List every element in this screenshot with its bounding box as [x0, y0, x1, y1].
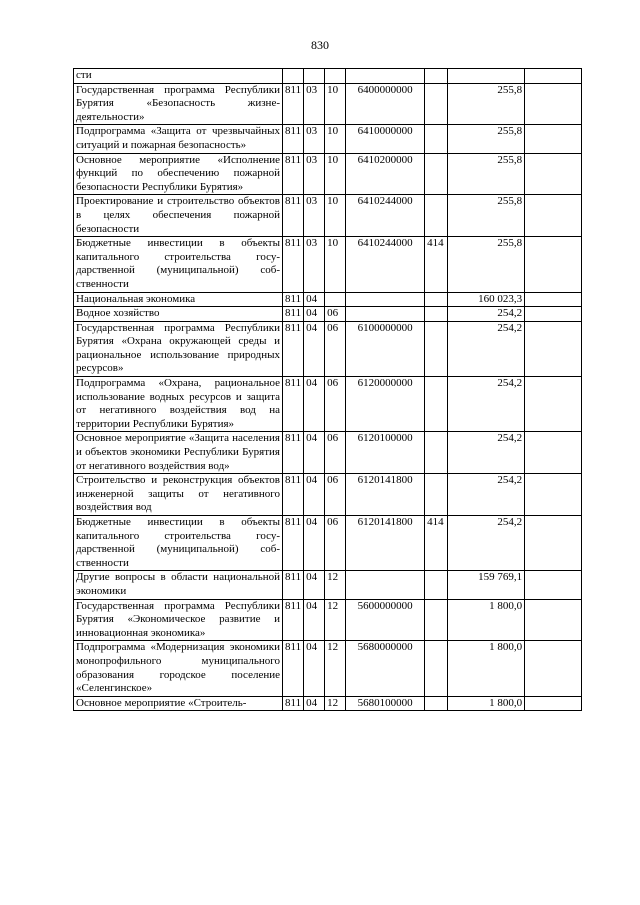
- dept-code-cell: 811: [283, 125, 304, 153]
- empty-column-cell: [525, 125, 582, 153]
- row-name-cell: Государственная программа Республики Бурятия «Охрана окружающей среды и рациональное использование природных ресурсов»: [74, 321, 283, 376]
- row-name-cell: Другие вопросы в области национальной экономики: [74, 571, 283, 599]
- section-code-cell: 03: [304, 153, 325, 195]
- table-row: [74, 69, 582, 84]
- subsection-code-cell: 10: [325, 153, 346, 195]
- expense-type-code-cell: 414: [425, 516, 448, 571]
- empty-column-cell: [525, 153, 582, 195]
- row-name-cell: Подпрограмма «Охрана, рациональное использование водных ресурсов и защита от негативного воздействия вод на территории Республики Бурятия»: [74, 377, 283, 432]
- empty-column-cell: [525, 195, 582, 237]
- section-code-cell: 04: [304, 292, 325, 307]
- dept-code-cell: 811: [283, 321, 304, 376]
- amount-cell: 255,8: [448, 125, 525, 153]
- table-row: [74, 599, 582, 641]
- expense-type-code-cell: 414: [425, 237, 448, 292]
- row-name-cell: Основное мероприятие «Защита населения и объектов экономики Республики Бурятия от негативного воздействия вод»: [74, 432, 283, 474]
- dept-code-cell: 811: [283, 307, 304, 322]
- expense-type-code-cell: [425, 599, 448, 641]
- dept-code-cell: [283, 69, 304, 84]
- empty-column-cell: [525, 237, 582, 292]
- target-article-code-cell: 6410244000: [346, 195, 425, 237]
- expense-type-code-cell: [425, 125, 448, 153]
- target-article-code-cell: 5680000000: [346, 641, 425, 696]
- amount-cell: 255,8: [448, 153, 525, 195]
- table-row: [74, 641, 582, 696]
- row-name-cell: сти: [74, 69, 283, 84]
- amount-cell: 254,2: [448, 377, 525, 432]
- row-name-cell: Водное хозяйство: [74, 307, 283, 322]
- table-row: [74, 696, 582, 711]
- table-row: [74, 153, 582, 195]
- empty-column-cell: [525, 696, 582, 711]
- amount-cell: 254,2: [448, 474, 525, 516]
- empty-column-cell: [525, 307, 582, 322]
- dept-code-cell: 811: [283, 83, 304, 125]
- target-article-code-cell: 6410000000: [346, 125, 425, 153]
- target-article-code-cell: [346, 571, 425, 599]
- target-article-code-cell: 6120141800: [346, 516, 425, 571]
- subsection-code-cell: 06: [325, 516, 346, 571]
- table-row: [74, 307, 582, 322]
- row-name-cell: Строительство и реконструкция объектов инженерной защиты от негативного воздействия вод: [74, 474, 283, 516]
- dept-code-cell: 811: [283, 474, 304, 516]
- target-article-code-cell: 6120100000: [346, 432, 425, 474]
- expense-type-code-cell: [425, 696, 448, 711]
- empty-column-cell: [525, 571, 582, 599]
- subsection-code-cell: 12: [325, 599, 346, 641]
- dept-code-cell: 811: [283, 292, 304, 307]
- page-number: 830: [311, 38, 329, 52]
- amount-cell: 255,8: [448, 237, 525, 292]
- table-row: [74, 83, 582, 125]
- section-code-cell: 04: [304, 599, 325, 641]
- row-name-cell: Национальная экономика: [74, 292, 283, 307]
- table-row: [74, 292, 582, 307]
- dept-code-cell: 811: [283, 516, 304, 571]
- expense-type-code-cell: [425, 292, 448, 307]
- section-code-cell: 04: [304, 377, 325, 432]
- target-article-code-cell: 6410200000: [346, 153, 425, 195]
- amount-cell: 1 800,0: [448, 641, 525, 696]
- row-name-cell: Государственная программа Республики Бурятия «Безопасность жизнедеятельности»: [74, 83, 283, 125]
- subsection-code-cell: 10: [325, 83, 346, 125]
- row-name-cell: Подпрограмма «Модернизация экономики монопрофильного муниципального образования городское поселение «Селенгинское»: [74, 641, 283, 696]
- target-article-code-cell: [346, 292, 425, 307]
- table-row: [74, 516, 582, 571]
- target-article-code-cell: 6120000000: [346, 377, 425, 432]
- amount-cell: 159 769,1: [448, 571, 525, 599]
- dept-code-cell: 811: [283, 153, 304, 195]
- expense-type-code-cell: [425, 571, 448, 599]
- amount-cell: [448, 69, 525, 84]
- row-name-cell: Государственная программа Республики Бурятия «Экономическое развитие и инновационная экономика»: [74, 599, 283, 641]
- empty-column-cell: [525, 474, 582, 516]
- empty-column-cell: [525, 321, 582, 376]
- subsection-code-cell: [325, 292, 346, 307]
- subsection-code-cell: 06: [325, 474, 346, 516]
- empty-column-cell: [525, 83, 582, 125]
- expense-type-code-cell: [425, 83, 448, 125]
- amount-cell: 255,8: [448, 83, 525, 125]
- subsection-code-cell: 10: [325, 195, 346, 237]
- target-article-code-cell: 5600000000: [346, 599, 425, 641]
- row-name-cell: Проектирование и строительство объектов в целях обеспечения пожарной безопасности: [74, 195, 283, 237]
- empty-column-cell: [525, 641, 582, 696]
- dept-code-cell: 811: [283, 599, 304, 641]
- target-article-code-cell: 6100000000: [346, 321, 425, 376]
- target-article-code-cell: 6400000000: [346, 83, 425, 125]
- amount-cell: 254,2: [448, 321, 525, 376]
- expense-type-code-cell: [425, 195, 448, 237]
- dept-code-cell: 811: [283, 432, 304, 474]
- dept-code-cell: 811: [283, 377, 304, 432]
- table-row: [74, 377, 582, 432]
- row-name-cell: Бюджетные инвестиции в объекты капитального строительства государственной (муниципальной) собственности: [74, 237, 283, 292]
- dept-code-cell: 811: [283, 571, 304, 599]
- target-article-code-cell: 5680100000: [346, 696, 425, 711]
- subsection-code-cell: 06: [325, 307, 346, 322]
- amount-cell: 1 800,0: [448, 696, 525, 711]
- row-name-cell: Подпрограмма «Защита от чрезвычайных ситуаций и пожарная безопасность»: [74, 125, 283, 153]
- section-code-cell: 04: [304, 432, 325, 474]
- table-row: [74, 432, 582, 474]
- section-code-cell: 04: [304, 321, 325, 376]
- subsection-code-cell: 06: [325, 377, 346, 432]
- section-code-cell: 04: [304, 696, 325, 711]
- empty-column-cell: [525, 69, 582, 84]
- subsection-code-cell: 12: [325, 571, 346, 599]
- table-row: [74, 474, 582, 516]
- empty-column-cell: [525, 599, 582, 641]
- section-code-cell: 04: [304, 307, 325, 322]
- section-code-cell: 04: [304, 641, 325, 696]
- budget-table: [73, 68, 582, 711]
- expense-type-code-cell: [425, 69, 448, 84]
- subsection-code-cell: [325, 69, 346, 84]
- subsection-code-cell: 06: [325, 432, 346, 474]
- amount-cell: 254,2: [448, 516, 525, 571]
- amount-cell: 254,2: [448, 432, 525, 474]
- expense-type-code-cell: [425, 641, 448, 696]
- expense-type-code-cell: [425, 432, 448, 474]
- expense-type-code-cell: [425, 321, 448, 376]
- subsection-code-cell: 12: [325, 641, 346, 696]
- row-name-cell: Основное мероприятие «Строитель-: [74, 696, 283, 711]
- target-article-code-cell: [346, 69, 425, 84]
- budget-table-body: [74, 69, 582, 711]
- section-code-cell: 03: [304, 195, 325, 237]
- subsection-code-cell: 10: [325, 237, 346, 292]
- target-article-code-cell: 6410244000: [346, 237, 425, 292]
- section-code-cell: 04: [304, 571, 325, 599]
- amount-cell: 1 800,0: [448, 599, 525, 641]
- dept-code-cell: 811: [283, 696, 304, 711]
- expense-type-code-cell: [425, 307, 448, 322]
- table-row: [74, 571, 582, 599]
- amount-cell: 254,2: [448, 307, 525, 322]
- table-row: [74, 237, 582, 292]
- row-name-cell: Основное мероприятие «Исполнение функций по обеспечению пожарной безопасности Республики Бурятия»: [74, 153, 283, 195]
- expense-type-code-cell: [425, 153, 448, 195]
- table-row: [74, 195, 582, 237]
- section-code-cell: 04: [304, 516, 325, 571]
- empty-column-cell: [525, 292, 582, 307]
- section-code-cell: 03: [304, 237, 325, 292]
- section-code-cell: 03: [304, 83, 325, 125]
- empty-column-cell: [525, 516, 582, 571]
- dept-code-cell: 811: [283, 237, 304, 292]
- row-name-cell: Бюджетные инвестиции в объекты капитального строительства государственной (муниципальной) собственности: [74, 516, 283, 571]
- table-row: [74, 125, 582, 153]
- empty-column-cell: [525, 377, 582, 432]
- subsection-code-cell: 06: [325, 321, 346, 376]
- table-row: [74, 321, 582, 376]
- expense-type-code-cell: [425, 474, 448, 516]
- section-code-cell: 03: [304, 125, 325, 153]
- dept-code-cell: 811: [283, 641, 304, 696]
- target-article-code-cell: 6120141800: [346, 474, 425, 516]
- section-code-cell: [304, 69, 325, 84]
- expense-type-code-cell: [425, 377, 448, 432]
- subsection-code-cell: 12: [325, 696, 346, 711]
- target-article-code-cell: [346, 307, 425, 322]
- amount-cell: 255,8: [448, 195, 525, 237]
- empty-column-cell: [525, 432, 582, 474]
- amount-cell: 160 023,3: [448, 292, 525, 307]
- dept-code-cell: 811: [283, 195, 304, 237]
- subsection-code-cell: 10: [325, 125, 346, 153]
- section-code-cell: 04: [304, 474, 325, 516]
